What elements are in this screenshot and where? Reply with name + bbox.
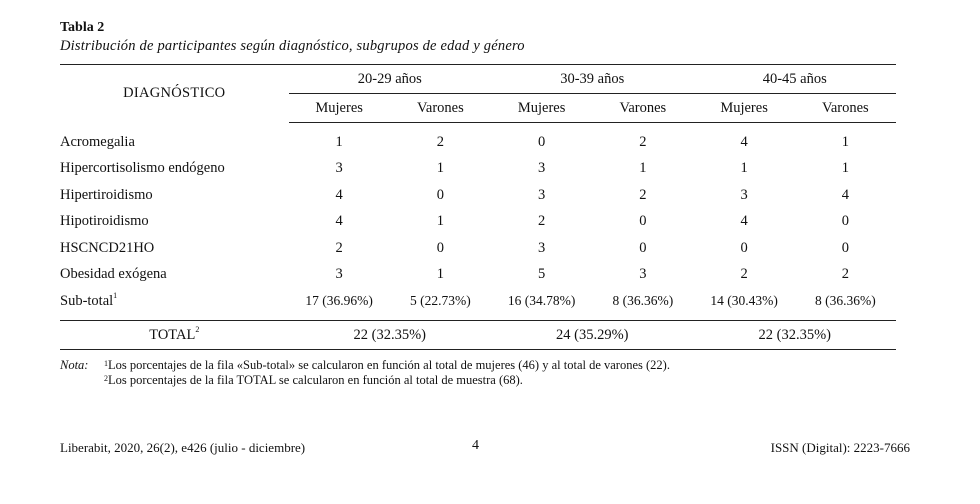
table-cell: 2 xyxy=(841,266,849,283)
note-text: Los porcentajes de la fila TOTAL se calcularon en función al total de muestra (68). xyxy=(108,373,523,387)
table-cell: 22 (32.35%) xyxy=(289,321,491,350)
table-cell: 5 (22.73%) xyxy=(410,293,471,308)
diagnosis-name: Obesidad exógena xyxy=(60,266,167,283)
table-cell: 2 xyxy=(639,186,647,203)
table-cell: 3 xyxy=(335,160,343,177)
page-number: 4 xyxy=(472,438,479,453)
note-item xyxy=(60,373,670,388)
table-cell: 2 xyxy=(537,213,546,230)
age-group-header: 20-29 años xyxy=(289,65,491,94)
diagnosis-name: Hipotiroidismo xyxy=(60,213,149,230)
table-row xyxy=(60,156,896,183)
table-row xyxy=(60,209,896,236)
table-cell: 0 xyxy=(841,239,849,256)
table-row xyxy=(60,182,896,209)
table-cell: 1 xyxy=(841,160,849,177)
table-cell: 4 xyxy=(335,213,343,230)
table-cell: 24 (35.29%) xyxy=(491,321,693,350)
total-label: TOTAL$^2$ xyxy=(60,321,289,350)
note-item xyxy=(60,358,670,373)
table-cell: 3 xyxy=(537,160,546,177)
note-text: Los porcentajes de la fila «Sub-total» se calcularon en función al total de mujeres (46) y al total de varones (22). xyxy=(108,358,670,372)
diagnosis-name: HSCNCD21HO xyxy=(60,239,155,256)
table-cell: 3 xyxy=(740,186,748,203)
note-label: Nota: xyxy=(60,358,89,372)
diagnosis-name: Acromegalia xyxy=(60,133,135,150)
table-row xyxy=(60,129,896,156)
table-cell: 0 xyxy=(841,213,849,230)
age-group-header: 30-39 años xyxy=(491,65,693,94)
gender-header: Mujeres xyxy=(491,94,592,123)
table-cell: 1 xyxy=(639,160,647,177)
table-cell: 3 xyxy=(537,186,546,203)
subtotal-row xyxy=(60,288,896,314)
table-cell: 2 xyxy=(740,266,748,283)
table-cell: 0 xyxy=(436,239,444,256)
table-cell: 22 (32.35%) xyxy=(693,321,896,350)
table-cell: 1 xyxy=(740,160,748,177)
footnote-mark: 2 xyxy=(195,324,200,334)
gender-header: Varones xyxy=(795,94,896,123)
table-cell: 2 xyxy=(639,133,647,150)
gender-header: Mujeres xyxy=(289,94,390,123)
table-cell: 1 xyxy=(436,266,444,283)
table-row xyxy=(60,262,896,289)
footer-issn: ISSN (Digital): 2223-7666 xyxy=(770,440,910,455)
gender-header: Mujeres xyxy=(693,94,794,123)
diagnosis-name: Hipertiroidismo xyxy=(60,186,153,203)
table-cell: 2 xyxy=(436,133,444,150)
table-cell: 17 (36.96%) xyxy=(305,293,373,308)
footnote-mark: 1 xyxy=(104,359,108,368)
table-cell: 4 xyxy=(740,133,748,150)
table-cell: 0 xyxy=(639,239,647,256)
table-label: Tabla 2 xyxy=(60,20,105,35)
gender-header: Varones xyxy=(390,94,491,123)
footer-citation: Liberabit, 2020, 26(2), e426 (julio - diciembre) xyxy=(60,440,306,455)
table-cell: 1 xyxy=(436,160,444,177)
diagnosis-name: Hipercortisolismo endógeno xyxy=(60,160,225,177)
table-body xyxy=(60,129,896,288)
table-cell: 3 xyxy=(335,266,343,283)
footnote-mark: 1 xyxy=(113,290,118,300)
table-cell: 8 (36.36%) xyxy=(612,293,674,308)
header-row-age-groups xyxy=(60,65,896,94)
table-cell: 4 xyxy=(740,213,748,230)
subtotal-label: Sub-total$^1$ xyxy=(60,290,118,309)
table-caption: Distribución de participantes según diagnóstico, subgrupos de edad y género xyxy=(60,38,525,54)
table-cell: 0 xyxy=(740,239,748,256)
table-cell: 0 xyxy=(639,213,647,230)
gender-header: Varones xyxy=(592,94,693,123)
data-table xyxy=(60,64,896,350)
table-cell: 4 xyxy=(841,186,849,203)
table-cell: 1 xyxy=(841,133,849,150)
table-cell: 0 xyxy=(436,186,444,203)
table-row xyxy=(60,235,896,262)
table-cell: 1 xyxy=(335,133,343,150)
footnote-mark: 2 xyxy=(104,374,108,383)
total-row xyxy=(60,321,896,350)
table-cell: 8 (36.36%) xyxy=(814,293,876,308)
table-cell: 4 xyxy=(335,186,343,203)
table-cell: 14 (30.43%) xyxy=(710,293,778,308)
diagnosis-header: DIAGNÓSTICO xyxy=(123,85,226,102)
age-group-header: 40-45 años xyxy=(693,65,896,94)
table-cell: 0 xyxy=(537,133,546,150)
table-cell: 2 xyxy=(335,239,343,256)
table-cell: 1 xyxy=(436,213,444,230)
table-cell: 5 xyxy=(537,266,546,283)
table-cell: 16 (34.78%) xyxy=(507,293,576,308)
table-cell: 3 xyxy=(639,266,647,283)
table-notes xyxy=(60,358,670,388)
table-cell: 3 xyxy=(537,239,546,256)
